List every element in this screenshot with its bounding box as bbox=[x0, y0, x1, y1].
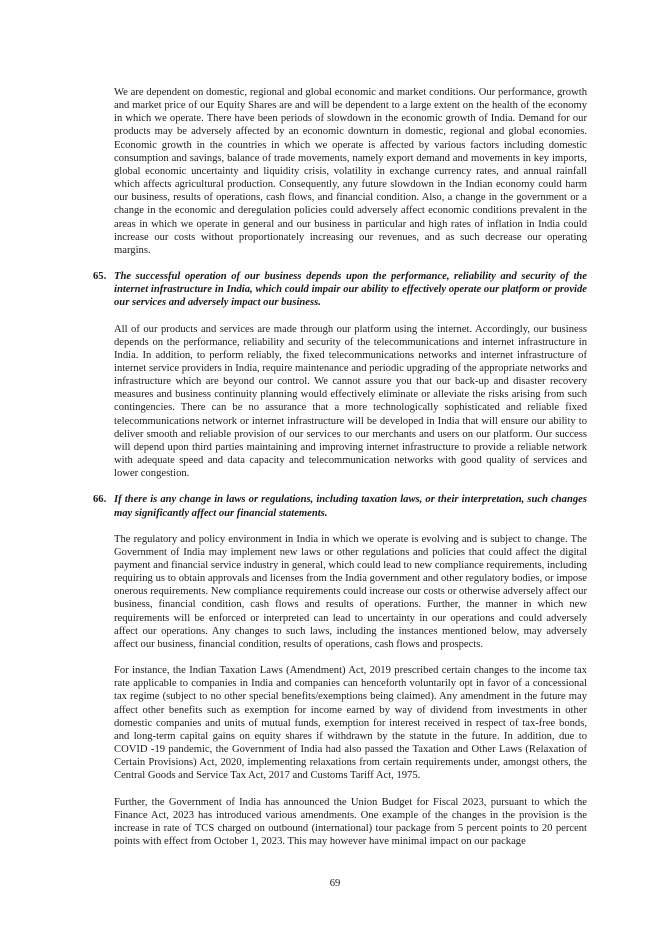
risk-factor-title: If there is any change in laws or regulations, including taxation laws, or their interpretation, such changes may significantly affect our financial statements. bbox=[114, 494, 587, 519]
page-number: 69 bbox=[329, 878, 341, 889]
risk-factor-paragraph: The regulatory and policy environment in India in which we operate is evolving and is subject to change. The Government of India may implement new laws or other regulations and policies that could affect the digital payment and financial service industry in general, which could lead to new compliance requirements, including requiring us to obtain approvals and licenses from the India government and other regulatory bodies, or impose onerous requirements. New compliance requirements could increase our costs or otherwise adversely affect our business, financial condition, cash flows and results of operations. Further, the manner in which new requirements will be enforced or interpreted can lead to uncertainty in our operations and could adversely affect our operations. Any changes to such laws, including the instances mentioned below, may adversely affect our business, financial condition, results of operations, cash flows and prospects. bbox=[114, 533, 587, 650]
intro-paragraph: We are dependent on domestic, regional and global economic and market conditions. Our performance, growth and market price of our Equity Shares are and will be dependent to a large extent on the health of the economy in which we operate. There have been periods of slowdown in the economic growth of India. Demand for our products may be adversely affected by an economic downturn in domestic, regional and global economies. Economic growth in the countries in which we operate is affected by various factors including domestic consumption and savings, balance of trade movements, namely export demand and movements in key imports, global economic uncertainty and liquidity crisis, volatility in exchange currency rates, and annual rainfall which affects agricultural production. Consequently, any future slowdown in the Indian economy could harm our business, results of operations, cash flows, and financial condition. Also, a change in the government or a change in the economic and deregulation policies could adversely affect economic conditions prevalent in the areas in which we operate in general and our business in particular and high rates of inflation in India could increase our costs without proportionately increasing our revenues, and as such decrease our operating margins. bbox=[114, 87, 587, 256]
risk-factor-heading-65 bbox=[93, 270, 587, 309]
risk-factor-title: The successful operation of our business depends upon the performance, reliability and security of the internet infrastructure in India, which could impair our ability to effectively operate our platform or provide our services and adversely impact our business. bbox=[114, 271, 587, 309]
risk-factor-paragraph: For instance, the Indian Taxation Laws (Amendment) Act, 2019 prescribed certain changes to the income tax rate applicable to companies in India and companies can henceforth voluntarily opt in favor of a concessional tax regime (subject to no other special benefits/exemptions being claimed). Any amendment in the future may affect other benefits such as exemption for income earned by way of dividend from investments in other domestic companies and units of mutual funds, exemption for interest received in respect of tax-free bonds, and long-term capital gains on equity shares if withdrawn by the statute in the future. In addition, due to COVID -19 pandemic, the Government of India had also passed the Taxation and Other Laws (Relaxation of Certain Provisions) Act, 2020, implementing relaxations from certain requirements under, amongst others, the Central Goods and Service Tax Act, 2017 and Customs Tariff Act, 1975. bbox=[114, 665, 587, 782]
risk-factor-heading-66 bbox=[93, 493, 587, 519]
risk-factor-number: 65. bbox=[93, 271, 107, 283]
risk-factor-paragraph: Further, the Government of India has announced the Union Budget for Fiscal 2023, pursuant to which the Finance Act, 2023 has introduced various amendments. One example of the changes in the provision is the increase in rate of TCS charged on outbound (international) tour package from 5 percent points to 20 percent points with effect from October 1, 2023. This may however have minimal impact on our package bbox=[114, 796, 587, 847]
risk-factor-paragraph: All of our products and services are made through our platform using the internet. Accordingly, our business depends on the performance, reliability and security of the telecommunications and internet infrastructure in India. In addition, to perform reliably, the fixed telecommunications networks and internet infrastructure of internet service providers in India, require maintenance and periodic upgrading of the appropriate networks and infrastructure which are beyond our control. We cannot assure you that our back-up and disaster recovery measures and business continuity planning would effectively eliminate or alleviate the risks arising from such contingencies. There can be no assurance that a more technologically sophisticated and reliable fixed telecommunications network or internet infrastructure will be developed in India that will ensure our ability to deliver smooth and reliable provision of our services to our merchants and users on our platform. Our success will depend upon third parties maintaining and improving internet infrastructure to provide a reliable network with adequate speed and data capacity and telecommunication networks with good quality of services and lower congestion. bbox=[114, 323, 587, 480]
page-content bbox=[93, 86, 587, 861]
risk-factor-number: 66. bbox=[93, 494, 107, 506]
